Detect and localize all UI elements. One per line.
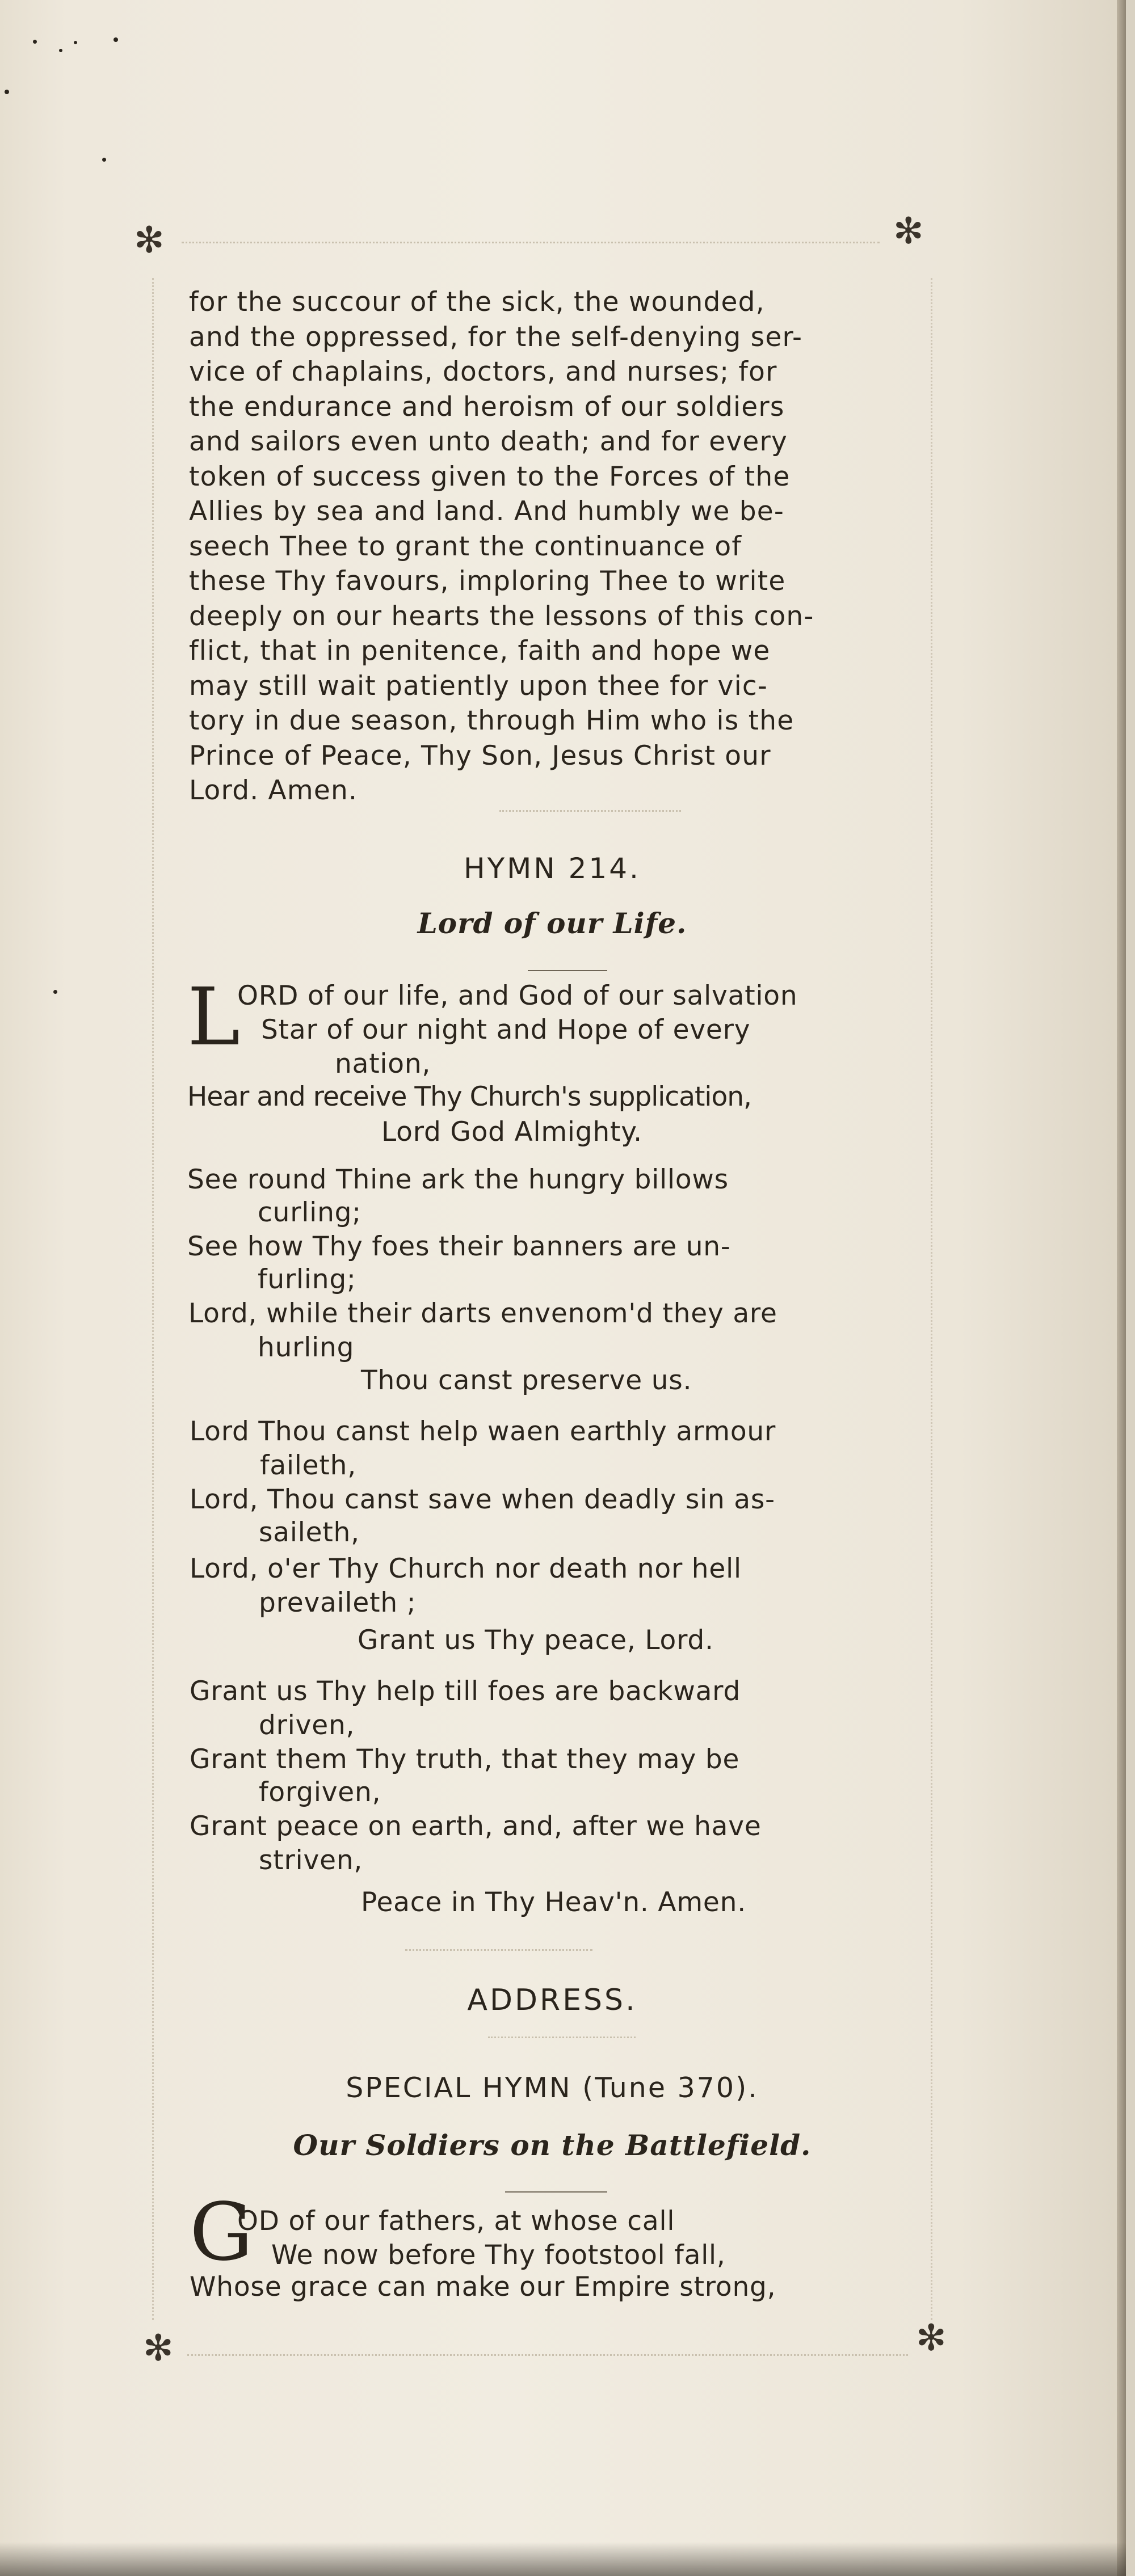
bottom-shadow — [0, 2542, 1126, 2576]
hymn-line: See how Thy foes their banners are un- — [187, 1231, 731, 1262]
corner-ornament-bottom-left: ✻ — [143, 2328, 174, 2370]
hymn-line: Grant us Thy peace, Lord. — [358, 1625, 714, 1656]
prayer-line: these Thy favours, imploring Thee to write — [189, 566, 786, 597]
special-hymn-title: Our Soldiers on the Battlefield. — [293, 2128, 812, 2162]
ink-speck — [33, 40, 37, 44]
hymn-line: Lord Thou canst help waen earthly armour — [190, 1416, 776, 1447]
hymn-line: Grant them Thy truth, that they may be — [190, 1744, 740, 1775]
hymn-line: Whose grace can make our Empire strong, — [190, 2271, 776, 2303]
hymn-line: furling; — [258, 1264, 356, 1295]
top-border-rule — [182, 242, 880, 251]
prayer-line: Prince of Peace, Thy Son, Jesus Christ our — [189, 740, 771, 771]
prayer-line: vice of chaplains, doctors, and nurses; for — [189, 356, 777, 387]
hymn-line: Thou canst preserve us. — [361, 1365, 692, 1396]
hymn-214-heading: HYMN 214. — [464, 852, 641, 885]
hymn-line: hurling — [258, 1332, 355, 1363]
section-divider — [488, 2037, 636, 2046]
drop-cap-l: L — [187, 971, 240, 1064]
address-heading: ADDRESS. — [467, 1983, 637, 2017]
ink-speck — [5, 90, 9, 94]
hymn-line: See round Thine ark the hungry billows — [187, 1164, 729, 1195]
hymn-line: prevaileth ; — [259, 1587, 417, 1618]
hymn-line: Grant us Thy help till foes are backward — [190, 1676, 741, 1707]
drop-cap-g: G — [190, 2186, 253, 2279]
hymn-line: Hear and receive Thy Church's supplication, — [187, 1081, 751, 1112]
ink-speck — [59, 49, 62, 52]
hymn-line: saileth, — [259, 1517, 360, 1548]
prayer-line: Lord. Amen. — [189, 775, 358, 806]
prayer-line: flict, that in penitence, faith and hope we — [189, 635, 771, 667]
left-border — [152, 278, 159, 2320]
hymn-line: Lord God Almighty. — [381, 1116, 642, 1148]
prayer-line: the endurance and heroism of our soldiers — [189, 391, 785, 423]
prayer-line: may still wait patiently upon thee for vic- — [189, 670, 768, 702]
hymn-line: striven, — [259, 1845, 363, 1876]
page-edge — [1117, 0, 1126, 2576]
hymn-line: OD of our fathers, at whose call — [237, 2206, 675, 2237]
title-rule — [505, 2191, 607, 2193]
title-rule — [528, 970, 607, 971]
hymn-line: curling; — [258, 1197, 361, 1228]
section-divider — [499, 810, 681, 820]
prayer-line: deeply on our hearts the lessons of this con- — [189, 600, 814, 632]
hymn-line: Lord, o'er Thy Church nor death nor hell — [190, 1553, 742, 1584]
hymn-line: Grant peace on earth, and, after we have — [190, 1811, 762, 1842]
prayer-line: and the oppressed, for the self-denying ser- — [189, 321, 803, 353]
hymn-line: forgiven, — [259, 1777, 381, 1808]
hymn-line: nation, — [335, 1048, 431, 1080]
ink-speck — [102, 158, 106, 162]
ink-speck — [53, 990, 57, 994]
ink-speck — [114, 37, 118, 42]
hymn-214-title: Lord of our Life. — [417, 907, 687, 940]
prayer-line: token of success given to the Forces of the — [189, 461, 791, 492]
corner-ornament-top-left: ✻ — [134, 220, 165, 262]
ink-speck — [74, 41, 77, 44]
corner-ornament-top-right: ✻ — [893, 210, 924, 252]
right-border — [931, 278, 938, 2320]
hymn-line: Lord, Thou canst save when deadly sin as- — [190, 1484, 775, 1515]
hymn-line: driven, — [259, 1710, 355, 1741]
hymn-line: Peace in Thy Heav'n. Amen. — [361, 1887, 746, 1918]
hymn-line: We now before Thy footstool fall, — [271, 2240, 726, 2271]
hymn-line: Lord, while their darts envenom'd they are — [188, 1298, 777, 1329]
section-divider — [405, 1949, 592, 1959]
corner-ornament-bottom-right: ✻ — [916, 2317, 947, 2359]
prayer-line: tory in due season, through Him who is the — [189, 705, 794, 736]
hymn-line: Star of our night and Hope of every — [261, 1014, 751, 1045]
hymn-line: faileth, — [260, 1450, 356, 1481]
special-hymn-heading: SPECIAL HYMN (Tune 370). — [346, 2072, 759, 2104]
prayer-line: seech Thee to grant the continuance of — [189, 530, 742, 562]
prayer-text — [189, 285, 915, 808]
prayer-line: and sailors even unto death; and for every — [189, 426, 788, 457]
bottom-border-rule — [187, 2354, 908, 2364]
prayer-line: for the succour of the sick, the wounded, — [189, 286, 765, 318]
prayer-line: Allies by sea and land. And humbly we be- — [189, 496, 785, 527]
hymn-line: ORD of our life, and God of our salvation — [237, 980, 798, 1011]
